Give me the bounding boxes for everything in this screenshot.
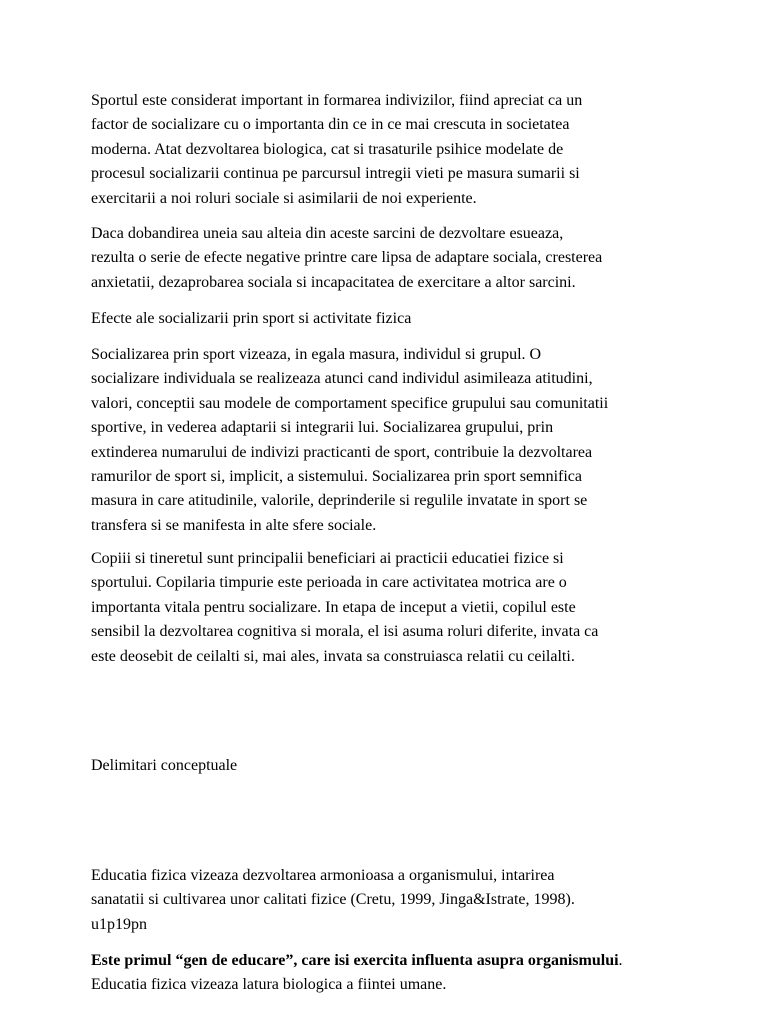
text-line: ramurilor de sport si, implicit, a sistemului. Socializarea prin sport semnifica	[91, 468, 582, 486]
section-heading-efecte	[91, 307, 683, 331]
text-line: transfera si se manifesta in alte sfere sociale.	[91, 516, 377, 534]
text-line: exercitarii a noi roluri sociale si asimilarii de noi experiente.	[91, 189, 477, 207]
text-line: sensibil la dezvoltarea cognitiva si morala, el isi asuma roluri diferite, invata ca	[91, 623, 599, 641]
text-line: Delimitari conceptuale	[91, 757, 238, 774]
text-line: sanatatii si cultivarea unor calitati fizice (Cretu, 1999, Jinga&Istrate, 1998).	[91, 891, 575, 909]
paragraph-socializare-grup	[91, 343, 683, 538]
text-line: sportului. Copilaria timpurie este perioada in care activitatea motrica are o	[91, 574, 567, 592]
paragraph-sport-socializare	[91, 89, 683, 211]
text-line: masura in care atitudinile, valorile, deprinderile si regulile invatate in sport se	[91, 492, 588, 510]
paragraph-copiii-tineretul	[91, 547, 683, 669]
text-line: extinderea numarului de indivizi practicanti de sport, contribuie la dezvoltarea	[91, 443, 593, 461]
text-line: factor de socializare cu o importanta din ce in ce mai crescuta in societatea	[91, 116, 570, 134]
paragraph-efecte-negative	[91, 222, 683, 295]
section-heading-delimitari	[91, 754, 683, 778]
lead-tail-text: .	[618, 952, 623, 969]
text-line: rezulta o serie de efecte negative printre care lipsa de adaptare sociala, cresterea	[91, 249, 603, 267]
text-line: moderna. Atat dezvoltarea biologica, cat si trasaturile psihice modelate de	[91, 140, 564, 158]
text-line: Copiii si tineretul sunt principalii beneficiari ai practicii educatiei fizice si	[91, 550, 564, 567]
text-line: socializare individuala se realizeaza atunci cand individul asimileaza atitudini,	[91, 370, 593, 388]
text-line: Educatia fizica vizeaza latura biologica a fiintei umane.	[91, 976, 447, 994]
text-line: u1p19pn	[91, 915, 147, 933]
paragraph-educatia-fizica	[91, 864, 683, 937]
text-line: este deosebit de ceilalti si, mai ales, invata sa construiasca relatii cu ceilalti.	[91, 647, 575, 665]
text-line: Daca dobandirea uneia sau alteia din aceste sarcini de dezvoltare esueaza,	[91, 225, 564, 242]
text-line: procesul socializarii continua pe parcursul intregii vieti pe masura sumarii si	[91, 165, 580, 183]
text-line: Efecte ale socializarii prin sport si activitate fizica	[91, 310, 412, 327]
text-line: Educatia fizica vizeaza dezvoltarea armonioasa a organismului, intarirea	[91, 867, 555, 884]
text-line: anxietatii, dezaprobarea sociala si incapacitatea de exercitare a altor sarcini.	[91, 273, 576, 291]
paragraph-gen-de-educare	[91, 949, 683, 998]
text-line: importanta vitala pentru socializare. In etapa de inceput a vietii, copilul este	[91, 598, 576, 616]
text-line: Socializarea prin sport vizeaza, in egala masura, individul si grupul. O	[91, 346, 542, 363]
text-line: valori, conceptii sau modele de comportament specifice grupului sau comunitatii	[91, 394, 609, 412]
text-line	[91, 949, 683, 973]
text-line: Sportul este considerat important in formarea indivizilor, fiind apreciat ca un	[91, 92, 583, 109]
bold-lead-text: Este primul “gen de educare”, care isi exercita influenta asupra organismului	[91, 952, 619, 969]
text-line: sportive, in vederea adaptarii si integrarii lui. Socializarea grupului, prin	[91, 419, 554, 437]
